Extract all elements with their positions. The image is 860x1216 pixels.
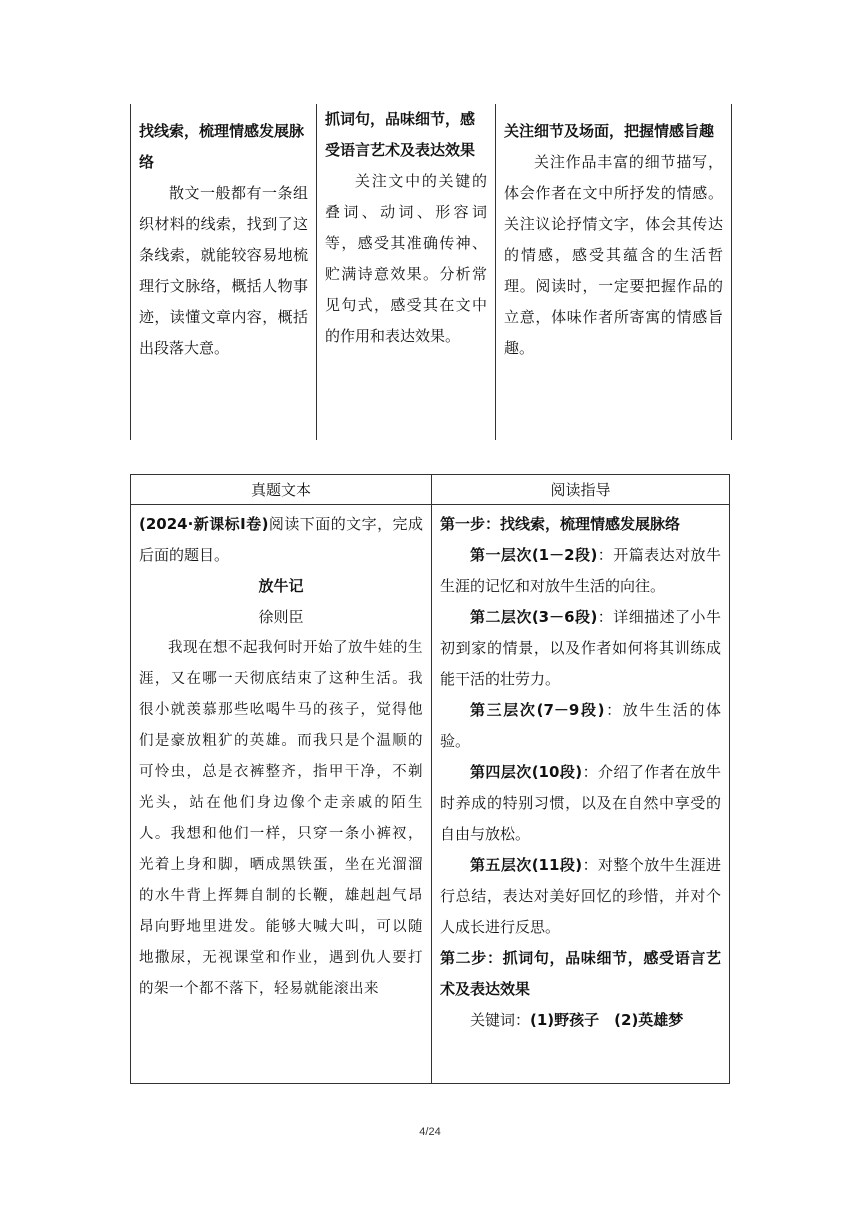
header-text-column: 真题文本 <box>131 475 432 505</box>
strategy-heading: 找线索，梳理情感发展脉络 <box>139 122 305 171</box>
guide-level-4 <box>440 757 721 850</box>
level-text: ：介绍了作者在放牛时养成的特别习惯，以及在自然中享受的自由与放松。 <box>440 763 721 843</box>
exam-text-cell <box>131 505 432 1083</box>
page-number: 4/24 <box>419 1126 441 1138</box>
guide-step-1: 第一步：找线索，梳理情感发展脉络 <box>440 515 681 533</box>
essay-paragraph: 我现在想不起我何时开始了放牛娃的生涯，又在哪一天彻底结束了这种生活。我很小就羡慕那些吆喝牛马的孩子，觉得他们是豪放粗犷的英雄。而我只是个温顺的可怜虫，总是衣裤整齐，指甲干净，不剃光头，站在他们身边像个走亲戚的陌生人。我想和他们一样，只穿一条小裤衩，光着上身和脚，晒成黑铁蛋，坐在光溜溜的水牛背上挥舞自制的长鞭，雄赳赳气昂昂向野地里进发。能够大喊大叫，可以随地撒尿，无视课堂和作业，遇到仇人要打的架一个都不落下，轻易就能滚出来 <box>139 640 423 997</box>
strategy-body: 关注文中的关键的叠词、动词、形容词等，感受其准确传神、贮满诗意效果。分析常见句式，感受其在文中的作用和表达效果。 <box>325 172 487 345</box>
guide-level-2 <box>440 602 721 695</box>
strategy-column-1 <box>131 104 317 440</box>
exam-instruction: 阅读下面的文字，完成后面的题目。 <box>139 515 423 564</box>
strategy-table <box>130 104 732 440</box>
guide-keywords <box>440 1005 721 1036</box>
level-text: ：放牛生活的体验。 <box>440 701 721 750</box>
keywords-label: 关键词： <box>470 1011 531 1029</box>
essay-author: 徐则臣 <box>258 608 304 626</box>
strategy-body: 关注作品丰富的细节描写，体会作者在文中所抒发的情感。关注议论抒情文字，体会其传达的情感，感受其蕴含的生活哲理。阅读时，一定要把握作品的立意，体味作者所寄寓的情感旨趣。 <box>504 153 723 357</box>
guide-cell <box>432 505 729 1083</box>
reading-table <box>130 474 730 1084</box>
strategy-column-2 <box>317 104 496 440</box>
guide-level-3 <box>440 695 721 757</box>
level-text: ：开篇表达对放牛生涯的记忆和对放牛生活的向往。 <box>440 546 721 595</box>
level-text: ：对整个放牛生涯进行总结，表达对美好回忆的珍惜，并对个人成长进行反思。 <box>440 856 721 936</box>
level-label: 第二层次(3－6段) <box>470 608 598 626</box>
strategy-heading: 抓词句，品味细节，感受语言艺术及表达效果 <box>325 110 476 159</box>
header-guide-column: 阅读指导 <box>432 475 729 505</box>
strategy-body: 散文一般都有一条组织材料的线索，找到了这条线索，就能较容易地梳理行文脉络，概括人物事迹，读懂文章内容，概括出段落大意。 <box>139 184 308 357</box>
keywords-list: (1)野孩子 (2)英雄梦 <box>530 1011 684 1029</box>
exam-intro <box>139 509 423 571</box>
level-label: 第三层次(7－9段) <box>470 701 605 719</box>
strategy-heading: 关注细节及场面，把握情感旨趣 <box>504 122 715 140</box>
guide-level-5 <box>440 850 721 943</box>
guide-step-2: 第二步：抓词句，品味细节，感受语言艺术及表达效果 <box>440 949 721 998</box>
guide-level-1 <box>440 540 721 602</box>
level-label: 第五层次(11段) <box>470 856 583 874</box>
strategy-column-3 <box>496 104 731 440</box>
essay-title: 放牛记 <box>258 577 304 595</box>
level-text: ：详细描述了小牛初到家的情景，以及作者如何将其训练成能干活的壮劳力。 <box>440 608 721 688</box>
level-label: 第一层次(1－2段) <box>470 546 598 564</box>
level-label: 第四层次(10段) <box>470 763 583 781</box>
exam-source: (2024·新课标Ⅰ卷) <box>139 515 269 533</box>
